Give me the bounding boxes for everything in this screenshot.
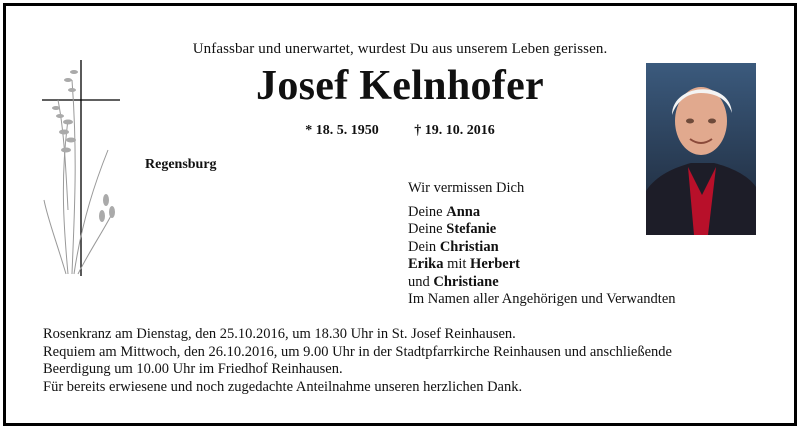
family-line: Erika mit Herbert xyxy=(408,256,520,272)
family-line: und Christiane xyxy=(408,273,499,290)
birth-date: * 18. 5. 1950 xyxy=(305,123,379,138)
family-line: Deine Anna xyxy=(408,203,481,220)
miss-line: Wir vermissen Dich xyxy=(408,180,525,196)
intro-text: Unfassbar und unerwartet, wurdest Du aus unserem Leben gerissen. xyxy=(192,41,608,57)
family-line: Dein Christian xyxy=(408,238,499,255)
note-line: Für bereits erwiesene und noch zugedachte Anteilnahme unseren herzlichen Dank. xyxy=(43,378,523,395)
closing-line: Im Namen aller Angehörigen und Verwandten xyxy=(408,291,676,307)
death-date: † 19. 10. 2016 xyxy=(414,123,495,138)
family-block xyxy=(408,180,676,309)
note-line: Requiem am Mittwoch, den 26.10.2016, um 9.00 Uhr in der Stadtpfarrkirche Reinhausen und anschließende xyxy=(43,343,672,360)
family-line: Deine Stefanie xyxy=(408,221,497,237)
note-line: Beerdigung um 10.00 Uhr im Friedhof Reinhausen. xyxy=(43,361,343,377)
service-notes xyxy=(43,326,763,396)
note-line: Rosenkranz am Dienstag, den 25.10.2016, um 18.30 Uhr in St. Josef Reinhausen. xyxy=(43,326,516,342)
deceased-name: Josef Kelnhofer xyxy=(256,63,544,109)
place-name: Regensburg xyxy=(145,157,217,172)
